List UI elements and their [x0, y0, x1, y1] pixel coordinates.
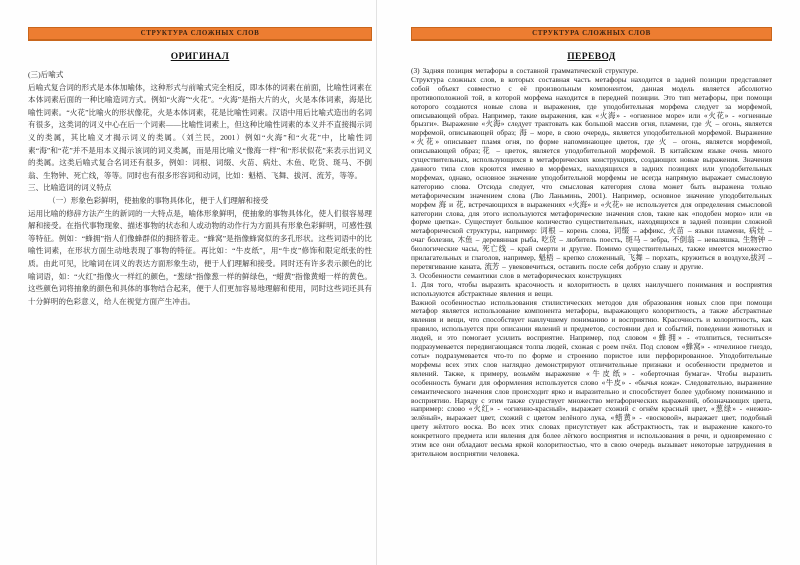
section-heading: 3. Особенности семантики слов в метафорических конструкциях	[411, 270, 622, 280]
body-paragraph: 1. Для того, чтобы выразить красочность и колоритность в целях наилучшего понимания и восприятия используются абстрактные явления и вещи.	[411, 279, 772, 298]
body-paragraph: Структура сложных слов, в которых составная часть метафоры находится в задней позиции представляет собой объект совместно с её произвольным компонентом, данная модель является абсолютно противоположной той, в которой морфема находится в передней позиции. Это тип метафоры, при помощи которого создаются новые слова и выражения, где уподобительная морфема следует за морфемой, описывающей образ. Например, такие выражения, как «火海» - «огненное море» или «火花» - «огненные брызги». Выражение «火海» следует трактовать как большой массив огня, пламени, где 火 – огонь, является морфемой, описывающей образ; 海 – море, в свою очередь, является уподобительной морфемой. Выражение «火花» описывает пламя огня, по форме напоминающее цветок, где 火 – огонь, является морфемой, описывающей образ;花 – цветок, является уподобительной морфемой. В китайском языке очень много существительных, использующихся в метафорических конструкциях, создающих новые выражения. Значения данного типа слов кроются именно в морфемах, находящихся в задних позициях или уподобительных морфемах, однако, основное значение уподобительной морфемы не всегда напрямую выражает смысловую категорию слова. Отсюда следует, что смысловая категория слова может быть выражена только метафорическим значением слова (Лю Ланьминь, 2001). Например, основное значение уподобительных морфем 海 и 花, встречающихся в выражениях «火海» и «火花» не используется для определения смысловой категории слова, для этого используются метафорические значения слов, такие как «подобен морю» или «в форме цветка». Существует большое количество существительных, находящихся в задней позиции сложной метафорической структуры, например: 词根 – корень слова, 词缀 – аффикс, 火苗 – языки пламени, 病灶 – очаг болезни, 木鱼 – деревянная рыба, 吃货 – любитель поесть, 斑马 – зебра, 不倒翁 – неваляшка, 生物钟 – биологические часы, 死亡线 – край смерти и другие. Помимо существительных, также имеется множество прилагательных и глаголов, например, 魁梧 – крепко сложенный, 飞舞 – порхать, кружиться в воздухе,拔河 – перетягивание каната, 流芳 – увековечиться, оставить после себя добрую славу и другие.	[411, 74, 772, 271]
body-paragraph: (3) Задняя позиция метафоры в составной грамматической структуре.	[411, 66, 639, 75]
page-title-original: ОРИГИНАЛ	[170, 52, 230, 62]
body-paragraph: 后喻式复合词的形式是本体加喻体，这种形式与前喻式完全相反，即本体的词素在前面，比喻性词素在本体词素后面的一种比喻造词方式。例如“火海”“火花”。“火海”是指大片的火，火是本体词素，海是比喻性词素。“火花”比喻火的形状像花，火是本体词素，花是比喻性词素。汉语中用后比喻式造出的名词有很多，这类词的词义中心在后一个词素——比喻性词素上，但这种比喻性词素的本义并不直接揭示词义的类属，其比喻义才揭示词义的类属。（刘兰民，2001）例如“火海”和“火花”中，比喻性词素“海”和“花”并不是用本义揭示该词的词义类属，而是用比喻义“像海一样”和“形状似花”来表示出词义的类属。这类后喻式复合名词还有很多，例如：词根、词缀、火苗、病灶、木鱼、吃货、斑马、不倒翁、生物钟、死亡线，等等。同时也有很多形容词和动词，比如：魁梧、飞舞、拔河、流芳，等等。	[28, 82, 372, 180]
section-heading: 三、比喻造词的词义特点	[28, 183, 112, 193]
body-paragraph: 运用比喻的修辞方法产生的新词的一大特点是，喻体形象鲜明，使抽象的事物具体化，使人们很容易理解和接受。在指代事物现象、描述事物的状态和人或动物的动作行为方面具有形象色彩鲜明，可感性强等特征。例如：“蜂拥”指人们像蜂群似的拥挤着走。“蜂窝”是指像蜂窝似的多孔形状。这些词语中的比喻性词素，在形状方面生动地表现了事物的特征。再比如：“牛皮纸”，用“牛皮”修饰和限定纸张的性质。由此可见，比喻词在词义的表达方面形象生动，便于人们理解和接受。同时还有许多表示颜色的比喻词语，如：“火红”指像火一样红的颜色，“葱绿”指像葱一样的鲜绿色，“蜡黄”指像黄蜡一样的黄色。这些颜色词将抽象的颜色和具体的事物结合起来，便于人们更加容易地理解和使用，同时这些词还具有十分鲜明的色彩意义，给人在视觉方面产生冲击。	[28, 208, 372, 306]
page-perevod	[377, 0, 800, 565]
page-original	[0, 0, 377, 565]
page-header-banner: СТРУКТУРА СЛОЖНЫХ СЛОВ	[28, 27, 372, 41]
page-header-banner: СТРУКТУРА СЛОЖНЫХ СЛОВ	[411, 27, 772, 41]
subsection-heading: （一）形象色彩鲜明，使抽象的事物具体化，便于人们理解和接受	[48, 195, 269, 205]
page-title-perevod: ПЕРЕВОД	[567, 52, 616, 62]
perevod-body	[411, 67, 772, 459]
body-paragraph: (三)后喻式	[28, 70, 64, 79]
body-paragraph: Важной особенностью использования стилистических методов для образования новых слов при помощи метафор является использование компонента метафоры, выражающего колоритность, а также абстрактные явления и вещи, что способствует наилучшему пониманию и восприятию. Красочность и колоритность, как правило, используется при описании явлений и предметов, состоянии дел и событий, поведении животных и людей, и это помогает усилить восприятие. Например, под словом «蜂拥» - «толпиться, тесниться» подразумевается передвигающаяся толпа людей, схожая с роем пчёл. Под словом «蜂窝» - «пчелиное гнездо, соты» подразумевается что-то по форме и строению пористое или перфорированное. Уподобительные морфемы всех этих слов наглядно демонстрируют отличительные признаки и особенности предметов и явлений. Также, к примеру, возьмём выражение «牛皮纸» - «оберточная бумага». Чтобы выразить особенность бумаги для оформления используется слово «牛皮» - «бычья кожа». Следовательно, выражение семантического значения слов происходит ярко и выразительно и способствует более удобному пониманию и восприятию. Наряду с этим также существует множество метафорических выражений, обозначающих цвета, например: слово «火红» - «огненно-красный», выражает схожий с огнём красный цвет, «葱绿» - «нежно-зелёный», выражает цвет, схожий с цветом зелёного лука, «蜡黄» - «восковой», выражает цвет, подобный цвету жёлтого воска. Во всех этих словах присутствует как абстрактность, так и выражение какого-то конкретного предмета или явления для более лёгкого восприятия и использования в речи, и одновременно с этим все они обладают весьма яркой колоритностью, что в свою очередь вызывает некоторые затруднения в зрительном восприятии человека.	[411, 297, 772, 458]
original-body	[28, 69, 372, 308]
